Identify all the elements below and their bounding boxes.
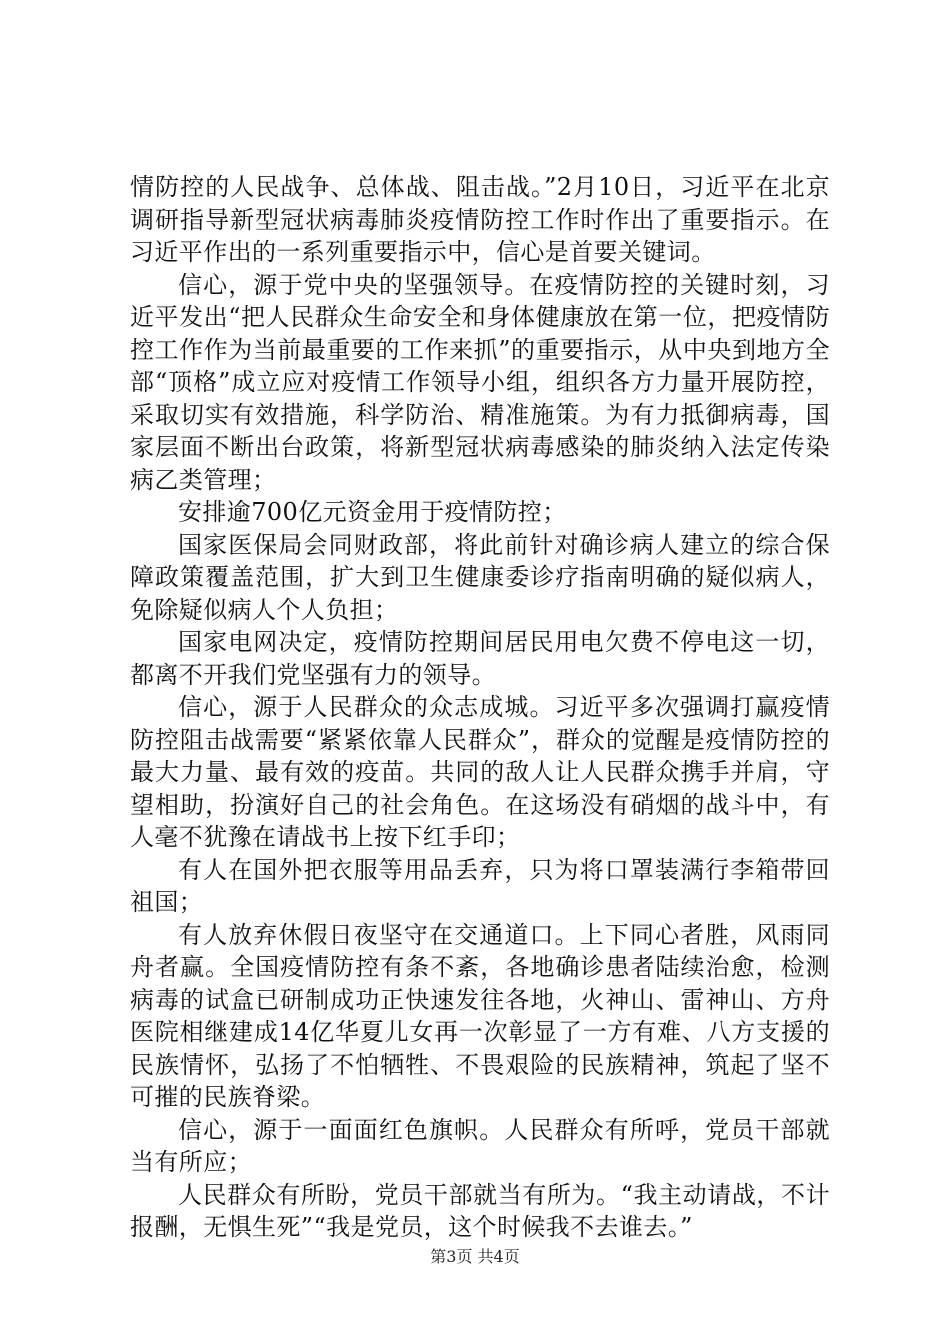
paragraph-5: 国家电网决定，疫情防控期间居民用电欠费不停电这一切，都离不开我们党坚强有力的领导。 [130,628,830,689]
paragraph-8: 有人放弃休假日夜坚守在交通道口。上下同心者胜，风雨同舟者赢。全国疫情防控有条不紊，各地确诊患者陆续治愈，检测病毒的试盒已研制成功正快速发往各地，火神山、雷神山、方舟医院相继建成14亿华夏儿女再一次彰显了一方有难、八方支援的民族情怀，弘扬了不怕牺牲、不畏艰险的民族精神，筑起了坚不可摧的民族脊梁。 [130,920,830,1111]
paragraph-4: 国家医保局会同财政部，将此前针对确诊病人建立的综合保障政策覆盖范围，扩大到卫生健康委诊疗指南明确的疑似病人，免除疑似病人个人负担； [130,530,830,624]
page-number-footer: 第3页 共4页 [430,1247,520,1266]
paragraph-6: 信心，源于人民群众的众志成城。习近平多次强调打赢疫情防控阻击战需要“紧紧依靠人民群众”，群众的觉醒是疫情防控的最大力量、最有效的疫苗。共同的敌人让人民群众携手并肩，守望相助，扮演好自己的社会角色。在这场没有硝烟的战斗中，有人毫不犹豫在请战书上按下红手印； [130,693,830,851]
paragraph-7: 有人在国外把衣服等用品丢弃，只为将口罩装满行李箱带回祖国； [130,855,830,916]
paragraph-3: 安排逾700亿元资金用于疫情防控； [178,498,567,526]
paragraph-10: 人民群众有所盼，党员干部就当有所为。“我主动请战，不计报酬，无惧生死”“我是党员，这个时候我不去谁去。” [130,1180,830,1241]
paragraph-1: 情防控的人民战争、总体战、阻击战。”2月10日，习近平在北京调研指导新型冠状病毒肺炎疫情防控工作时作出了重要指示。在习近平作出的一系列重要指示中，信心是首要关键词。 [130,173,830,266]
paragraph-2: 信心，源于党中央的坚强领导。在疫情防控的关键时刻，习近平发出“把人民群众生命安全和身体健康放在第一位，把疫情防控工作作为当前最重要的工作来抓”的重要指示，从中央到地方全部“顶格”成立应对疫情工作领导小组，组织各方力量开展防控，采取切实有效措施，科学防治、精准施策。为有力抵御病毒，国家层面不断出台政策，将新型冠状病毒感染的肺炎纳入法定传染病乙类管理； [130,270,830,494]
document-body [130,171,830,1244]
paragraph-9: 信心，源于一面面红色旗帜。人民群众有所呼，党员干部就当有所应； [130,1115,830,1176]
